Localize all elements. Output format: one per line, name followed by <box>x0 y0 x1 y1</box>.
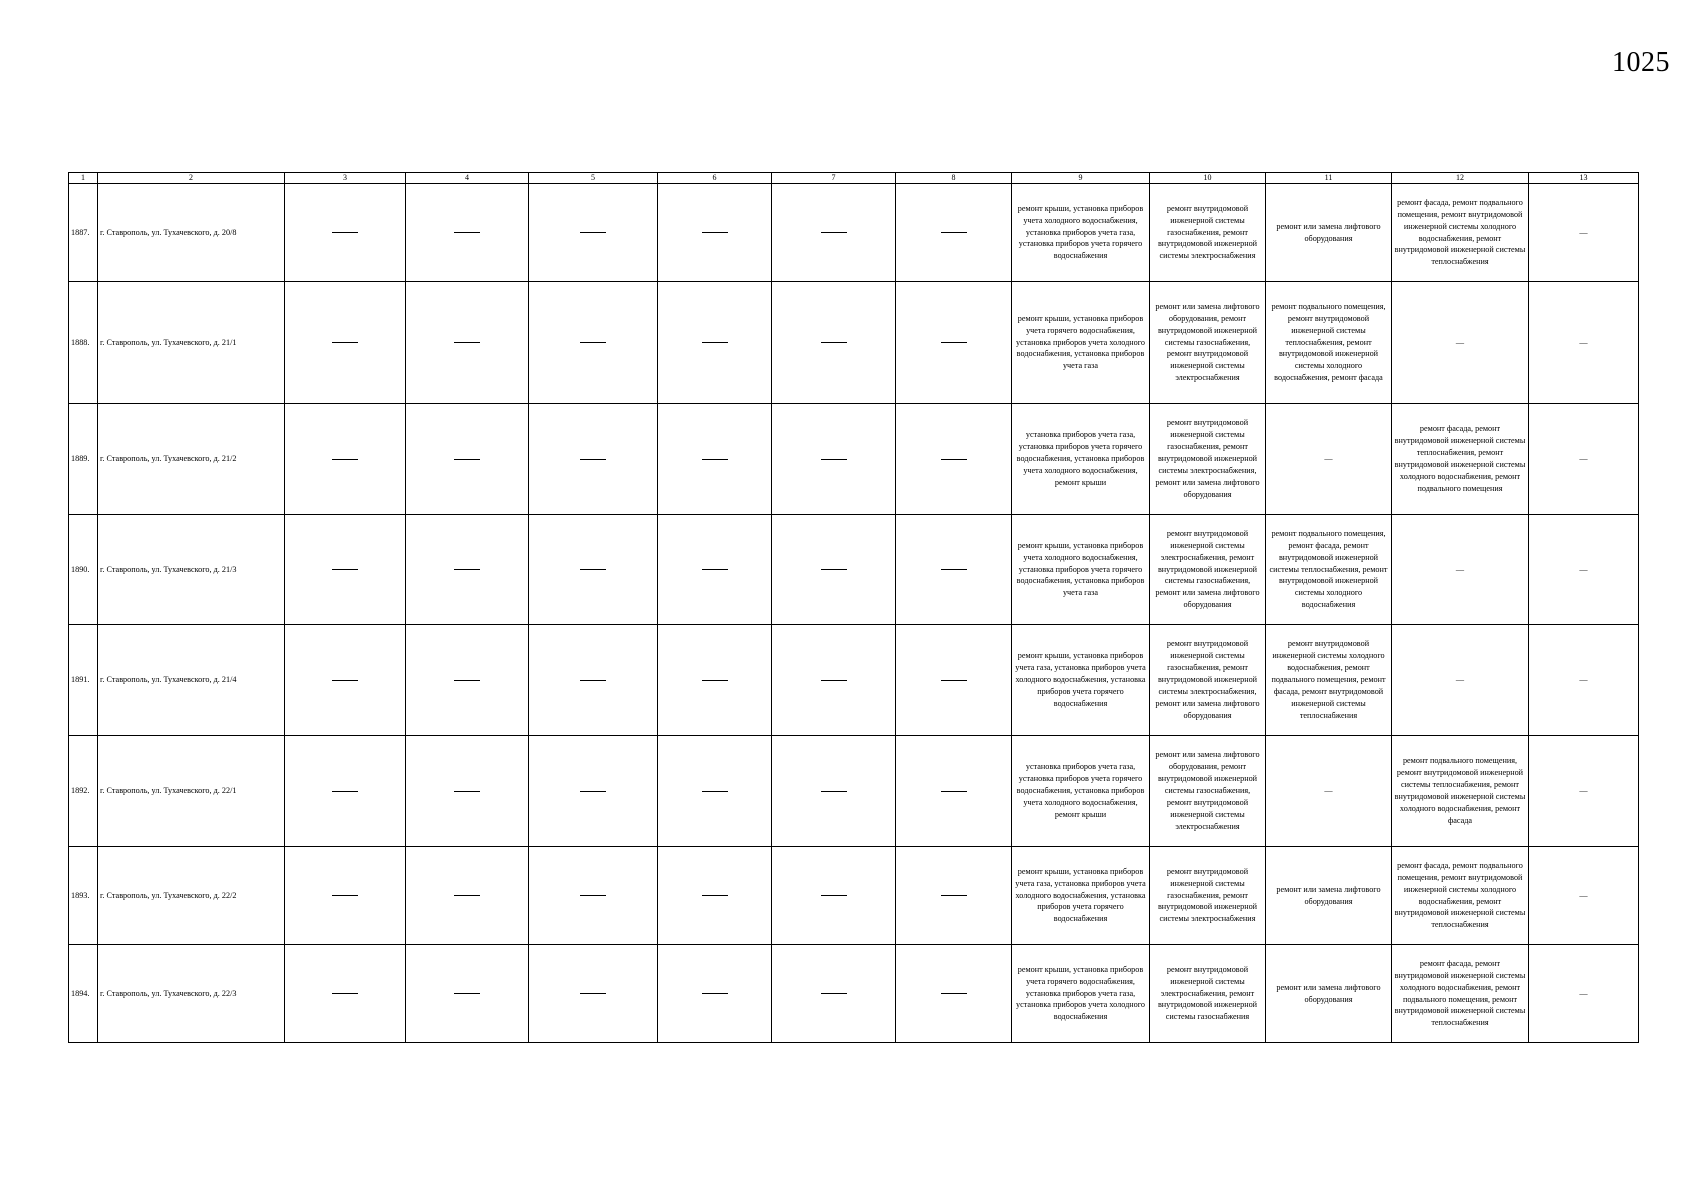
dash-mark <box>702 993 728 994</box>
dash-mark <box>332 791 358 792</box>
table-row <box>69 282 1639 404</box>
row-address: г. Ставрополь, ул. Тухачевского, д. 22/2 <box>98 847 285 945</box>
works-col-9: ремонт крыши, установка приборов учета газа, установка приборов учета холодного водоснабжения, установка приборов учета горячего водоснабжения <box>1012 625 1150 736</box>
dash-mark <box>332 993 358 994</box>
row-number: 1888. <box>69 282 98 404</box>
works-col-11: ремонт внутридомовой инженерной системы холодного водоснабжения, ремонт подвального помещения, ремонт фасада, ремонт внутридомовой инженерной системы теплоснабжения <box>1266 625 1392 736</box>
table-row <box>69 945 1639 1043</box>
dash-mark <box>702 791 728 792</box>
empty-cell <box>529 515 658 625</box>
dash-mark <box>941 680 967 681</box>
works-col-9: ремонт крыши, установка приборов учета горячего водоснабжения, установка приборов учета газа, установка приборов учета холодного водоснабжения <box>1012 945 1150 1043</box>
empty-cell <box>529 736 658 847</box>
works-col-11: — <box>1266 736 1392 847</box>
works-col-10: ремонт внутридомовой инженерной системы газоснабжения, ремонт внутридомовой инженерной системы электроснабжения <box>1150 847 1266 945</box>
works-col-10: ремонт внутридомовой инженерной системы газоснабжения, ремонт внутридомовой инженерной системы электроснабжения <box>1150 184 1266 282</box>
works-col-10: ремонт или замена лифтового оборудования, ремонт внутридомовой инженерной системы газоснабжения, ремонт внутридомовой инженерной системы электроснабжения <box>1150 736 1266 847</box>
dash-mark <box>454 342 480 343</box>
dash-mark <box>702 459 728 460</box>
table-row <box>69 625 1639 736</box>
dash-mark <box>821 791 847 792</box>
row-number: 1890. <box>69 515 98 625</box>
empty-cell <box>896 847 1012 945</box>
works-col-10: ремонт внутридомовой инженерной системы газоснабжения, ремонт внутридомовой инженерной системы электроснабжения, ремонт или замена лифтового оборудования <box>1150 404 1266 515</box>
works-col-12: ремонт фасада, ремонт подвального помещения, ремонт внутридомовой инженерной системы холодного водоснабжения, ремонт внутридомовой инженерной системы теплоснабжения <box>1392 184 1529 282</box>
works-col-12: — <box>1392 515 1529 625</box>
empty-cell <box>772 184 896 282</box>
empty-cell <box>772 282 896 404</box>
works-col-12: — <box>1392 282 1529 404</box>
works-col-13: — <box>1529 847 1639 945</box>
column-header: 8 <box>896 173 1012 184</box>
works-col-11: ремонт подвального помещения, ремонт внутридомовой инженерной системы теплоснабжения, ремонт внутридомовой инженерной системы холодного водоснабжения, ремонт фасада <box>1266 282 1392 404</box>
works-col-13: — <box>1529 282 1639 404</box>
empty-cell <box>285 847 406 945</box>
empty-cell <box>529 282 658 404</box>
works-col-11: ремонт подвального помещения, ремонт фасада, ремонт внутридомовой инженерной системы теплоснабжения, ремонт внутридомовой инженерной системы холодного водоснабжения <box>1266 515 1392 625</box>
row-address: г. Ставрополь, ул. Тухачевского, д. 21/3 <box>98 515 285 625</box>
empty-cell <box>406 847 529 945</box>
row-address: г. Ставрополь, ул. Тухачевского, д. 21/4 <box>98 625 285 736</box>
empty-cell <box>658 184 772 282</box>
empty-cell <box>896 625 1012 736</box>
column-header: 7 <box>772 173 896 184</box>
dash-mark <box>941 342 967 343</box>
works-col-13: — <box>1529 515 1639 625</box>
dash-mark <box>941 895 967 896</box>
dash-mark <box>332 232 358 233</box>
empty-cell <box>406 282 529 404</box>
row-address: г. Ставрополь, ул. Тухачевского, д. 21/1 <box>98 282 285 404</box>
empty-cell <box>529 945 658 1043</box>
row-address: г. Ставрополь, ул. Тухачевского, д. 22/1 <box>98 736 285 847</box>
dash-mark <box>332 459 358 460</box>
dash-mark <box>454 680 480 681</box>
dash-mark <box>332 342 358 343</box>
works-col-13: — <box>1529 736 1639 847</box>
empty-cell <box>285 945 406 1043</box>
dash-mark <box>702 895 728 896</box>
row-address: г. Ставрополь, ул. Тухачевского, д. 22/3 <box>98 945 285 1043</box>
works-col-12: ремонт фасада, ремонт внутридомовой инженерной системы теплоснабжения, ремонт внутридомовой инженерной системы холодного водоснабжения, ремонт подвального помещения <box>1392 404 1529 515</box>
column-number-row <box>69 173 1639 184</box>
works-col-9: ремонт крыши, установка приборов учета газа, установка приборов учета холодного водоснабжения, установка приборов учета горячего водоснабжения <box>1012 847 1150 945</box>
dash-mark <box>454 459 480 460</box>
empty-cell <box>285 625 406 736</box>
dash-mark <box>702 680 728 681</box>
empty-cell <box>896 945 1012 1043</box>
empty-cell <box>406 184 529 282</box>
works-col-12: — <box>1392 625 1529 736</box>
column-header: 12 <box>1392 173 1529 184</box>
works-col-9: установка приборов учета газа, установка приборов учета горячего водоснабжения, установка приборов учета холодного водоснабжения, ремонт крыши <box>1012 404 1150 515</box>
repair-schedule-table <box>68 172 1639 1043</box>
works-col-13: — <box>1529 404 1639 515</box>
dash-mark <box>332 895 358 896</box>
dash-mark <box>580 680 606 681</box>
dash-mark <box>941 232 967 233</box>
dash-mark <box>821 680 847 681</box>
table-row <box>69 847 1639 945</box>
dash-mark <box>821 459 847 460</box>
empty-cell <box>772 945 896 1043</box>
dash-mark <box>580 895 606 896</box>
empty-cell <box>658 404 772 515</box>
works-col-12: ремонт фасада, ремонт подвального помещения, ремонт внутридомовой инженерной системы холодного водоснабжения, ремонт внутридомовой инженерной системы теплоснабжения <box>1392 847 1529 945</box>
empty-cell <box>406 736 529 847</box>
column-header: 5 <box>529 173 658 184</box>
dash-mark <box>454 791 480 792</box>
empty-cell <box>772 404 896 515</box>
column-header: 3 <box>285 173 406 184</box>
dash-mark <box>580 232 606 233</box>
works-col-9: ремонт крыши, установка приборов учета холодного водоснабжения, установка приборов учета горячего водоснабжения, установка приборов учета газа <box>1012 515 1150 625</box>
dash-mark <box>332 680 358 681</box>
table-row <box>69 515 1639 625</box>
works-col-11: — <box>1266 404 1392 515</box>
works-col-13: — <box>1529 625 1639 736</box>
row-number: 1893. <box>69 847 98 945</box>
works-col-12: ремонт фасада, ремонт внутридомовой инженерной системы холодного водоснабжения, ремонт подвального помещения, ремонт внутридомовой инженерной системы теплоснабжения <box>1392 945 1529 1043</box>
dash-mark <box>941 993 967 994</box>
dash-mark <box>454 569 480 570</box>
empty-cell <box>406 515 529 625</box>
dash-mark <box>821 993 847 994</box>
dash-mark <box>702 342 728 343</box>
empty-cell <box>285 736 406 847</box>
column-header: 13 <box>1529 173 1639 184</box>
empty-cell <box>772 515 896 625</box>
dash-mark <box>580 569 606 570</box>
row-number: 1889. <box>69 404 98 515</box>
row-number: 1892. <box>69 736 98 847</box>
empty-cell <box>896 282 1012 404</box>
row-address: г. Ставрополь, ул. Тухачевского, д. 20/8 <box>98 184 285 282</box>
table-row <box>69 736 1639 847</box>
empty-cell <box>406 404 529 515</box>
empty-cell <box>896 184 1012 282</box>
page-number: 1025 <box>1612 47 1670 78</box>
column-header: 10 <box>1150 173 1266 184</box>
empty-cell <box>658 945 772 1043</box>
dash-mark <box>580 459 606 460</box>
works-col-9: ремонт крыши, установка приборов учета холодного водоснабжения, установка приборов учета газа, установка приборов учета горячего водоснабжения <box>1012 184 1150 282</box>
empty-cell <box>896 736 1012 847</box>
dash-mark <box>702 569 728 570</box>
empty-cell <box>285 282 406 404</box>
column-header: 9 <box>1012 173 1150 184</box>
empty-cell <box>772 736 896 847</box>
empty-cell <box>285 404 406 515</box>
row-address: г. Ставрополь, ул. Тухачевского, д. 21/2 <box>98 404 285 515</box>
works-col-10: ремонт внутридомовой инженерной системы электроснабжения, ремонт внутридомовой инженерной системы газоснабжения, ремонт или замена лифтового оборудования <box>1150 515 1266 625</box>
empty-cell <box>658 736 772 847</box>
column-header: 6 <box>658 173 772 184</box>
table-row <box>69 404 1639 515</box>
works-col-11: ремонт или замена лифтового оборудования <box>1266 945 1392 1043</box>
empty-cell <box>896 515 1012 625</box>
empty-cell <box>658 282 772 404</box>
dash-mark <box>941 459 967 460</box>
dash-mark <box>941 791 967 792</box>
dash-mark <box>332 569 358 570</box>
dash-mark <box>580 791 606 792</box>
empty-cell <box>529 184 658 282</box>
dash-mark <box>821 342 847 343</box>
dash-mark <box>580 342 606 343</box>
empty-cell <box>285 184 406 282</box>
column-header: 1 <box>69 173 98 184</box>
empty-cell <box>658 515 772 625</box>
empty-cell <box>406 945 529 1043</box>
table-row <box>69 184 1639 282</box>
empty-cell <box>896 404 1012 515</box>
dash-mark <box>821 895 847 896</box>
empty-cell <box>658 625 772 736</box>
row-number: 1891. <box>69 625 98 736</box>
row-number: 1887. <box>69 184 98 282</box>
works-col-11: ремонт или замена лифтового оборудования <box>1266 184 1392 282</box>
works-col-13: — <box>1529 184 1639 282</box>
empty-cell <box>529 847 658 945</box>
dash-mark <box>454 895 480 896</box>
works-col-11: ремонт или замена лифтового оборудования <box>1266 847 1392 945</box>
column-header: 11 <box>1266 173 1392 184</box>
empty-cell <box>658 847 772 945</box>
works-col-9: установка приборов учета газа, установка приборов учета горячего водоснабжения, установка приборов учета холодного водоснабжения, ремонт крыши <box>1012 736 1150 847</box>
dash-mark <box>821 569 847 570</box>
works-col-13: — <box>1529 945 1639 1043</box>
empty-cell <box>529 404 658 515</box>
works-col-10: ремонт внутридомовой инженерной системы газоснабжения, ремонт внутридомовой инженерной системы электроснабжения, ремонт или замена лифтового оборудования <box>1150 625 1266 736</box>
works-col-10: ремонт или замена лифтового оборудования, ремонт внутридомовой инженерной системы газоснабжения, ремонт внутридомовой инженерной системы электроснабжения <box>1150 282 1266 404</box>
dash-mark <box>580 993 606 994</box>
column-header: 4 <box>406 173 529 184</box>
dash-mark <box>821 232 847 233</box>
dash-mark <box>454 232 480 233</box>
empty-cell <box>406 625 529 736</box>
empty-cell <box>529 625 658 736</box>
dash-mark <box>941 569 967 570</box>
empty-cell <box>285 515 406 625</box>
column-header: 2 <box>98 173 285 184</box>
works-col-12: ремонт подвального помещения, ремонт внутридомовой инженерной системы теплоснабжения, ремонт внутридомовой инженерной системы холодного водоснабжения, ремонт фасада <box>1392 736 1529 847</box>
empty-cell <box>772 625 896 736</box>
dash-mark <box>454 993 480 994</box>
works-col-10: ремонт внутридомовой инженерной системы электроснабжения, ремонт внутридомовой инженерной системы газоснабжения <box>1150 945 1266 1043</box>
dash-mark <box>702 232 728 233</box>
row-number: 1894. <box>69 945 98 1043</box>
works-col-9: ремонт крыши, установка приборов учета горячего водоснабжения, установка приборов учета холодного водоснабжения, установка приборов учета газа <box>1012 282 1150 404</box>
empty-cell <box>772 847 896 945</box>
